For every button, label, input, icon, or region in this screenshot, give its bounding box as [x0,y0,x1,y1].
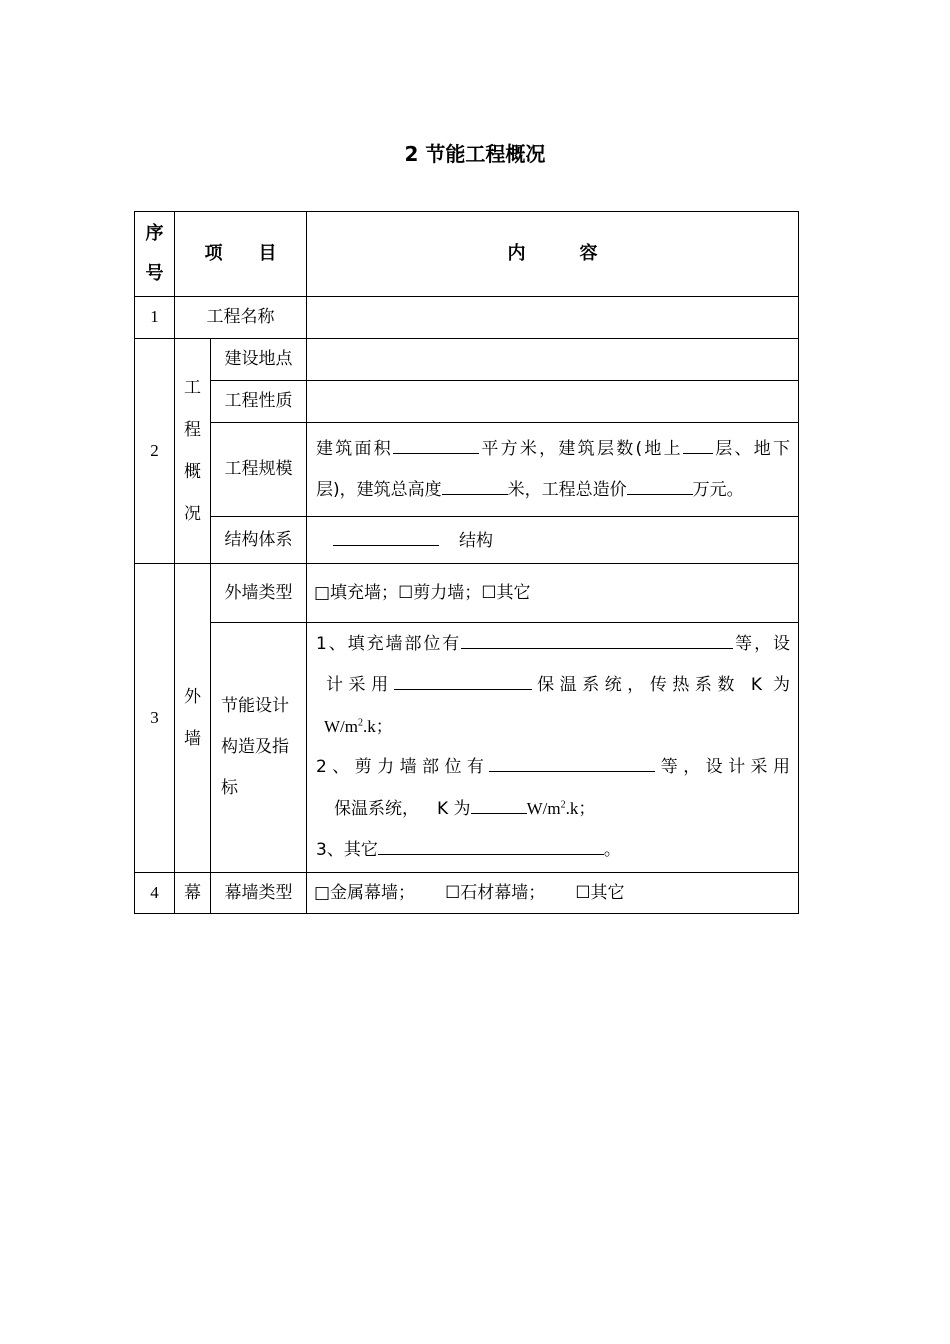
curtain-type-options [307,873,799,914]
row-project-name [135,297,799,339]
scale-value: 建筑面积 平方米，建筑层数(地上 层、地下 层)，建筑总高度 米，工程总造价 万元。 [307,423,799,517]
row-site [135,339,799,381]
header-content: 内 容 [307,212,799,297]
nature-label: 工程性质 [211,381,307,423]
row-structure [135,517,799,564]
height-blank[interactable] [442,478,508,495]
shear-location-blank[interactable] [489,755,655,772]
shear-k-blank[interactable] [471,797,527,814]
project-name-label: 工程名称 [175,297,307,339]
header-row [135,212,799,297]
wall-type-options [307,564,799,623]
other-wall-blank[interactable] [378,838,604,855]
stone-curtain-checkbox[interactable]: ☐石材幕墙； [445,882,546,903]
wall-type-label: 外墙类型 [211,564,307,623]
row-number: 2 [135,339,175,564]
row-wall-type [135,564,799,623]
infill-wall-checkbox[interactable]: □填充墙； [314,582,399,603]
structure-label: 结构体系 [211,517,307,564]
scale-label: 工程规模 [211,423,307,517]
design-label: 节能设计构造及指标 [211,623,307,873]
project-name-value[interactable] [307,297,799,339]
header-item: 项 目 [175,212,307,297]
header-seq: 序号 [135,212,175,297]
wall-design-value: 1、填充墙部位有 等，设 计采用 保温系统，传热系数 K 为 $W/m^2.k$； 2、剪力墙部位有 等，设计采用 保温系统， K 为 $W/m^2.k$； 3、其它 。 [307,623,799,873]
nature-value[interactable] [307,381,799,423]
shear-wall-checkbox[interactable]: ☐剪力墙； [398,582,482,603]
row-wall-design [135,623,799,873]
structure-value: 结构 [307,517,799,564]
energy-project-table [134,211,799,914]
row-curtain-wall [135,873,799,914]
group-exterior-wall: 外墙 [175,564,211,873]
other-curtain-checkbox[interactable]: ☐其它 [575,882,625,903]
site-value[interactable] [307,339,799,381]
site-label: 建设地点 [211,339,307,381]
curtain-type-label: 幕墙类型 [211,873,307,914]
row-scale [135,423,799,517]
structure-blank[interactable] [333,529,439,546]
row-nature [135,381,799,423]
floors-above-blank[interactable] [683,437,713,454]
page-title: 2 节能工程概况 [404,142,546,166]
area-blank[interactable] [393,437,479,454]
metal-curtain-checkbox[interactable]: □金属幕墙； [314,882,416,903]
row-number: 1 [135,297,175,339]
infill-location-blank[interactable] [461,632,733,649]
group-curtain-wall: 幕 [175,873,211,914]
other-wall-checkbox[interactable]: ☐其它 [481,582,531,603]
infill-system-blank[interactable] [394,673,532,690]
row-number: 3 [135,564,175,873]
group-project-overview: 工程概况 [175,339,211,564]
cost-blank[interactable] [627,478,693,495]
row-number: 4 [135,873,175,914]
